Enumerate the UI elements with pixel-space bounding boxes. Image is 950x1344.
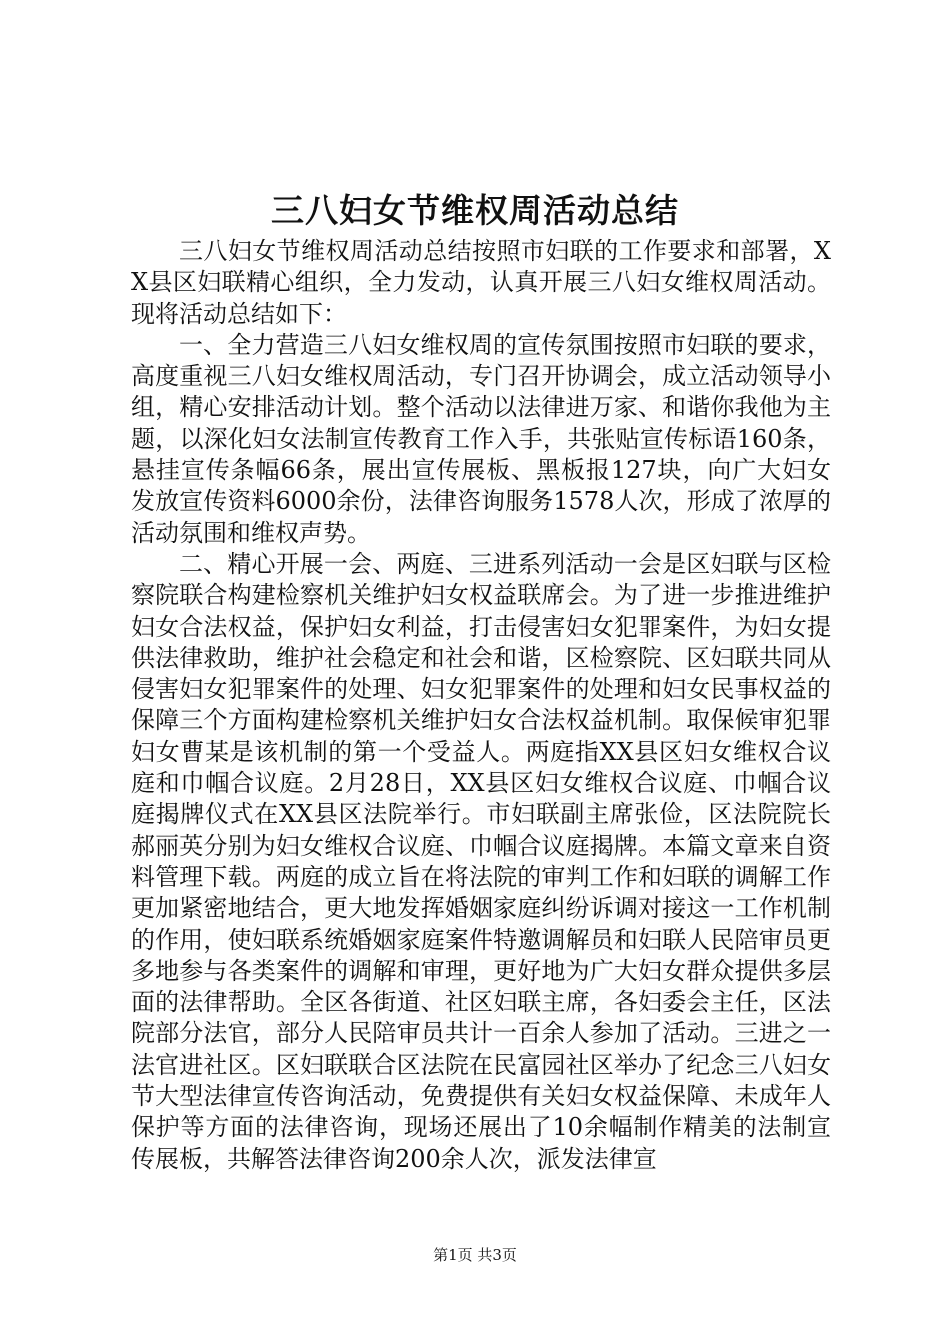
page-footer: 第1页 共3页 (433, 1246, 517, 1264)
paragraph-intro: 三八妇女节维权周活动总结按照市妇联的工作要求和部署，XX县区妇联精心组织，全力发动，认真开展三八妇女维权周活动。现将活动总结如下： (131, 237, 831, 328)
document-body (131, 236, 831, 1175)
document-title: 三八妇女节维权周活动总结 (271, 191, 679, 230)
paragraph-section-one: 一、全力营造三八妇女维权周的宣传氛围按照市妇联的要求，高度重视三八妇女维权周活动，专门召开协调会，成立活动领导小组，精心安排活动计划。整个活动以法律进万家、和谐你我他为主题，以深化妇女法制宣传教育工作入手，共张贴宣传标语160条，悬挂宣传条幅66条，展出宣传展板、黑板报127块，向广大妇女发放宣传资料6000余份，法律咨询服务1578人次，形成了浓厚的活动氛围和维权声势。 (131, 330, 831, 547)
paragraph-section-two: 二、精心开展一会、两庭、三进系列活动一会是区妇联与区检察院联合构建检察机关维护妇女权益联席会。为了进一步推进维护妇女合法权益，保护妇女利益，打击侵害妇女犯罪案件，为妇女提供法律救助，维护社会稳定和社会和谐，区检察院、区妇联共同从侵害妇女犯罪案件的处理、妇女犯罪案件的处理和妇女民事权益的保障三个方面构建检察机关维护妇女合法权益机制。取保候审犯罪妇女曹某是该机制的第一个受益人。两庭指XX县区妇女维权合议庭和巾帼合议庭。2月28日，XX县区妇女维权合议庭、巾帼合议庭揭牌仪式在XX县区法院举行。市妇联副主席张俭，区法院院长郝丽英分别为妇女维权合议庭、巾帼合议庭揭牌。本篇文章来自资料管理下载。两庭的成立旨在将法院的审判工作和妇联的调解工作更加紧密地结合，更大地发挥婚姻家庭纠纷诉调对接这一工作机制的作用，使妇联系统婚姻家庭案件特邀调解员和妇联人民陪审员更多地参与各类案件的调解和审理，更好地为广大妇女群众提供多层面的法律帮助。全区各街道、社区妇联主席，各妇委会主任，区法院部分法官，部分人民陪审员共计一百余人参加了活动。三进之一法官进社区。区妇联联合区法院在民富园社区举办了纪念三八妇女节大型法律宣传咨询活动，免费提供有关妇女权益保障、未成年人保护等方面的法律咨询，现场还展出了10余幅制作精美的法制宣传展板，共解答法律咨询200余人次，派发法律宣 (131, 549, 831, 1173)
